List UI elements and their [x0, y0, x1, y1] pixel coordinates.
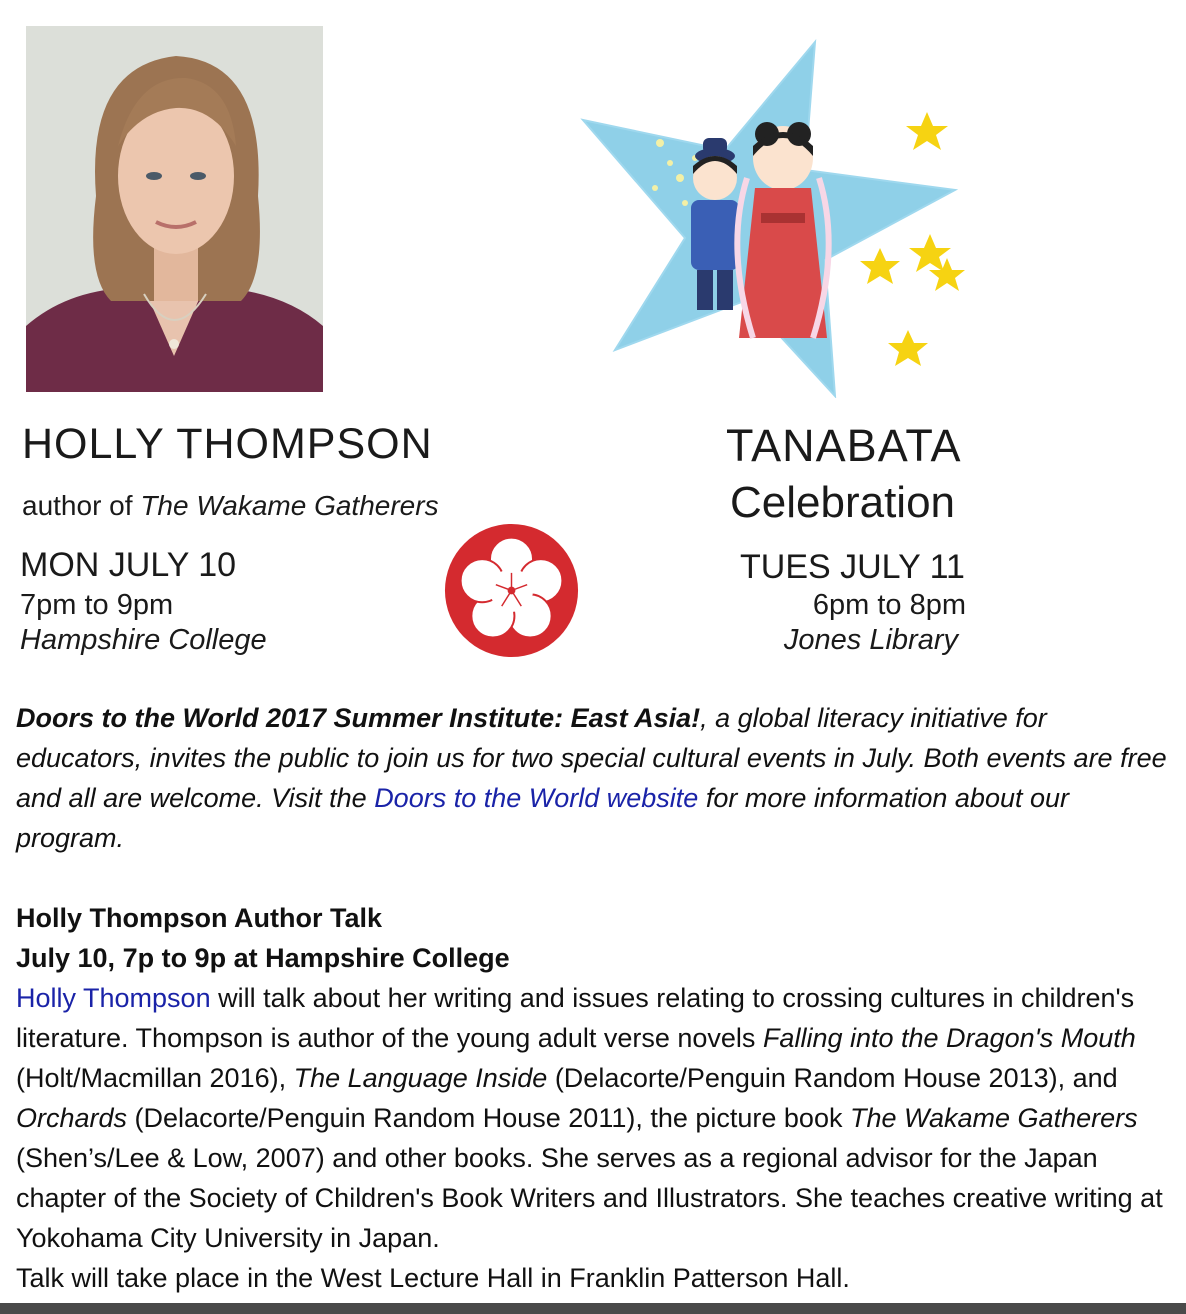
program-title: Doors to the World 2017 Summer Institute: East Asia!: [16, 703, 701, 733]
author-talk-time: 7pm to 9pm: [20, 589, 174, 621]
intro-paragraph: Doors to the World 2017 Summer Institute: East Asia!, a global literacy initiative for educators, invites the public to join us for two special cultural events in July. Both events are free and all are welcome. Visit the Doors to the World website for more information about our program.: [16, 703, 1167, 853]
talk-description: Holly Thompson will talk about her writing and issues relating to crossing cultures in children's literature. Thompson is author of the young adult verse novels Falling into the Dragon's Mouth (Holt/Macmillan 2016), The Language Inside (Delacorte/Penguin Random House 2013), and Orchards (Delacorte/Penguin Random House 2011), the picture book The Wakame Gatherers (Shen’s/Lee & Low, 2007) and other books. She serves as a regional advisor for the Japan chapter of the Society of Children's Book Writers and Illustrators. She teaches creative writing at Yokohama City University in Japan.: [16, 983, 1163, 1253]
tanabata-subtitle: Celebration: [730, 478, 956, 527]
bottom-edge: [0, 1303, 1186, 1314]
holly-thompson-link[interactable]: Holly Thompson: [16, 983, 211, 1013]
talk-subheading: July 10, 7p to 9p at Hampshire College: [16, 943, 510, 973]
talk-heading: Holly Thompson Author Talk: [16, 903, 382, 933]
plum-blossom-icon: [443, 522, 580, 659]
book-title: The Wakame Gatherers: [140, 490, 439, 521]
tanabata-date: TUES JULY 11: [740, 548, 965, 586]
tanabata-time: 6pm to 8pm: [812, 589, 966, 621]
tanabata-star-illustration: [575, 38, 985, 398]
tanabata-place: Jones Library: [783, 624, 958, 656]
tanabata-heading: TANABATA: [726, 420, 962, 471]
author-talk-section: [16, 898, 1181, 1298]
talk-location: Talk will take place in the West Lecture Hall in Franklin Patterson Hall.: [16, 1263, 850, 1293]
author-photo: [26, 26, 323, 392]
author-name-heading: HOLLY THOMPSON: [22, 420, 433, 468]
author-talk-place: Hampshire College: [20, 624, 267, 656]
author-talk-date: MON JULY 10: [20, 546, 237, 584]
doors-to-the-world-link[interactable]: Doors to the World website: [374, 783, 699, 813]
author-subtitle: author of The Wakame Gatherers: [22, 490, 439, 521]
